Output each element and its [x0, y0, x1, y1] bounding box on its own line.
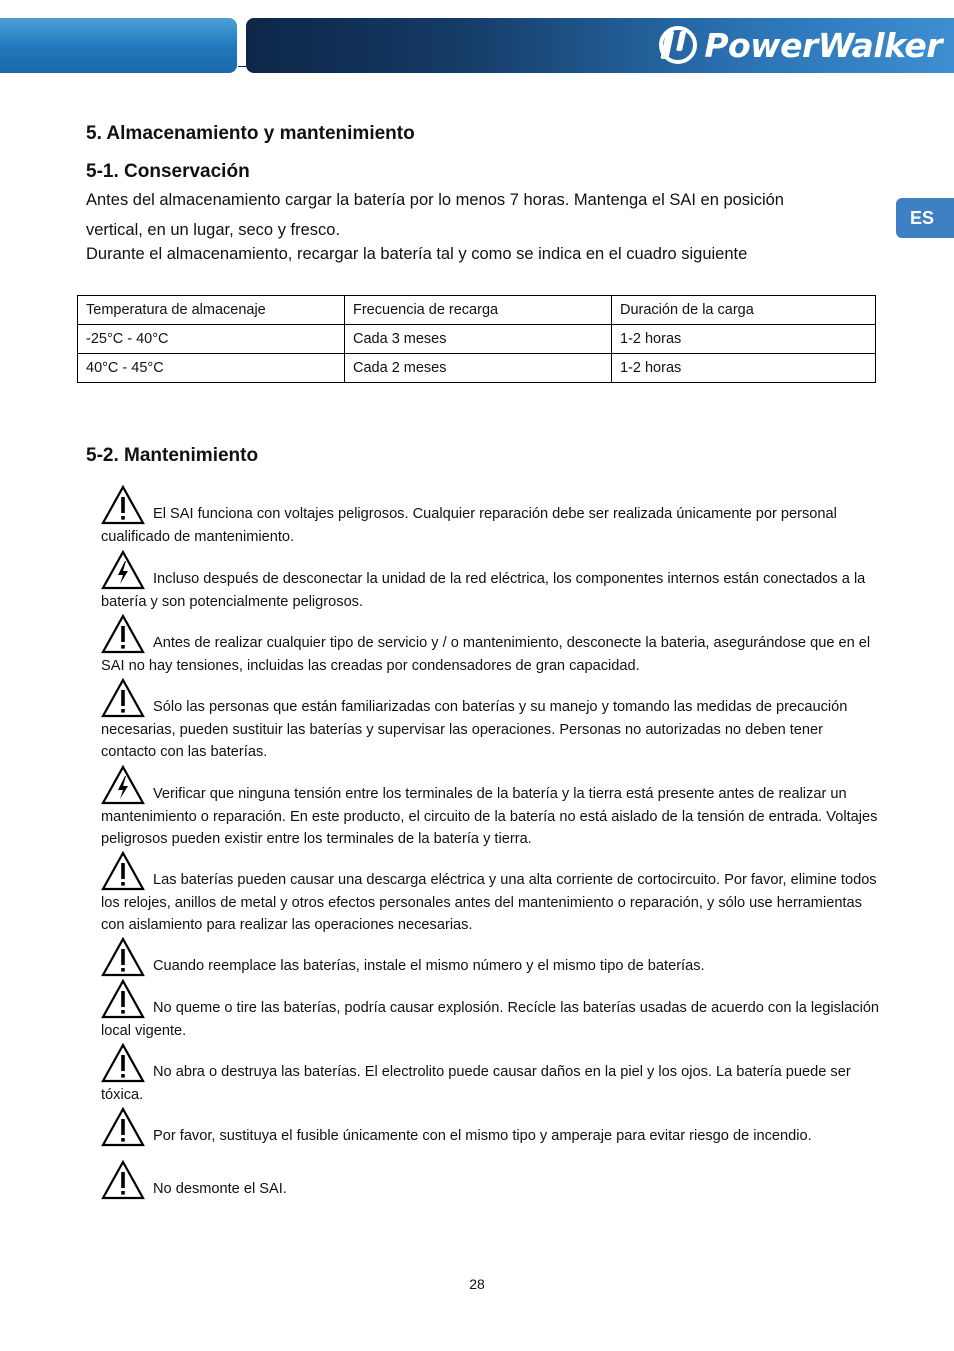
- header-left-block: [0, 18, 237, 73]
- header-banner: [0, 18, 954, 73]
- table-header-cell: Temperatura de almacenaje: [78, 296, 345, 325]
- warning-text: El SAI funciona con voltajes peligrosos. Cualquier reparación debe ser realizada únicamente por personal cualificado de mantenimiento.: [101, 506, 837, 545]
- electrical-hazard-icon: [101, 765, 145, 805]
- exclamation-warning-icon: [101, 678, 145, 718]
- table-cell: -25°C - 40°C: [78, 325, 345, 354]
- paragraph-line: Antes del almacenamiento cargar la batería por lo menos 7 horas. Mantenga el SAI en posición: [86, 191, 784, 209]
- warning-item: [101, 1107, 881, 1148]
- exclamation-warning-icon: [101, 851, 145, 891]
- warning-item: [101, 979, 881, 1042]
- paragraph: Durante el almacenamiento, recargar la batería tal y como se indica en el cuadro siguiente: [86, 245, 748, 263]
- header-right-block: [246, 18, 954, 73]
- brand-logo-icon: [656, 23, 700, 67]
- warning-item: [101, 678, 881, 764]
- exclamation-warning-icon: [101, 614, 145, 654]
- exclamation-warning-icon: [101, 1107, 145, 1147]
- warning-item: [101, 485, 881, 548]
- table-cell: 1-2 horas: [612, 354, 876, 383]
- warning-item: [101, 550, 881, 613]
- table-header-row: [78, 296, 876, 325]
- table-row: [78, 325, 876, 354]
- table-cell: 1-2 horas: [612, 325, 876, 354]
- paragraph-line: vertical, en un lugar, seco y fresco.: [86, 221, 341, 239]
- table-cell: 40°C - 45°C: [78, 354, 345, 383]
- section-title: 5. Almacenamiento y mantenimiento: [86, 123, 415, 144]
- warning-item: [101, 1043, 881, 1106]
- exclamation-warning-icon: [101, 937, 145, 977]
- warning-text: Cuando reemplace las baterías, instale el mismo número y el mismo tipo de baterías.: [153, 958, 705, 974]
- warning-item: [101, 765, 881, 851]
- exclamation-warning-icon: [101, 1043, 145, 1083]
- warning-text: Sólo las personas que están familiarizadas con baterías y su manejo y tomando las medidas de precaución necesarias, pueden sustituir las baterías y supervisar las operaciones. Personas no autorizadas no deben tener contacto con las baterías.: [101, 699, 848, 760]
- warning-item: [101, 1160, 881, 1201]
- table-header-cell: Duración de la carga: [612, 296, 876, 325]
- warning-item: [101, 851, 881, 937]
- brand-name: PowerWalker: [704, 25, 942, 65]
- subsection-title-mantenimiento: 5-2. Mantenimiento: [86, 445, 259, 466]
- subsection-title-conservacion: 5-1. Conservación: [86, 161, 250, 182]
- header-divider: [238, 66, 246, 67]
- warning-text: Incluso después de desconectar la unidad de la red eléctrica, los componentes internos están conectados a la batería y son potencialmente peligrosos.: [101, 571, 866, 610]
- exclamation-warning-icon: [101, 1160, 145, 1200]
- exclamation-warning-icon: [101, 485, 145, 525]
- page-number: 28: [469, 1276, 485, 1292]
- warning-item: [101, 614, 881, 677]
- warning-text: No abra o destruya las baterías. El electrolito puede causar daños en la piel y los ojos. La batería puede ser tóxica.: [101, 1064, 851, 1103]
- warning-item: [101, 937, 881, 978]
- language-tab[interactable]: ES: [896, 198, 954, 238]
- recharge-table: [77, 295, 876, 383]
- warning-text: No desmonte el SAI.: [153, 1181, 287, 1197]
- table-cell: Cada 2 meses: [345, 354, 612, 383]
- exclamation-warning-icon: [101, 979, 145, 1019]
- table-cell: Cada 3 meses: [345, 325, 612, 354]
- brand-logo: [656, 20, 942, 70]
- warning-text: Antes de realizar cualquier tipo de servicio y / o mantenimiento, desconecte la bateria, asegurándose que en el SAI no hay tensiones, incluidas las creadas por condensadores de gran capacidad.: [101, 635, 871, 674]
- warning-text: Las baterías pueden causar una descarga eléctrica y una alta corriente de cortocircuito. Por favor, elimine todos los relojes, anillos de metal y otros efectos personales antes del mantenimiento o reparación, y sólo use herramientas con aislamiento para realizar las operaciones necesarias.: [101, 872, 877, 933]
- warning-text: No queme o tire las baterías, podría causar explosión. Recícle las baterías usadas de acuerdo con la legislación local vigente.: [101, 1000, 880, 1039]
- table-row: [78, 354, 876, 383]
- table-header-cell: Frecuencia de recarga: [345, 296, 612, 325]
- electrical-hazard-icon: [101, 550, 145, 590]
- warning-text: Verificar que ninguna tensión entre los terminales de la batería y la tierra está presente antes de realizar un mantenimiento o reparación. En este producto, el circuito de la batería no está aislado de la tensión de entrada. Voltajes peligrosos pueden existir entre los terminales de la batería y tierra.: [101, 786, 878, 847]
- warning-text: Por favor, sustituya el fusible únicamente con el mismo tipo y amperaje para evitar riesgo de incendio.: [153, 1128, 812, 1144]
